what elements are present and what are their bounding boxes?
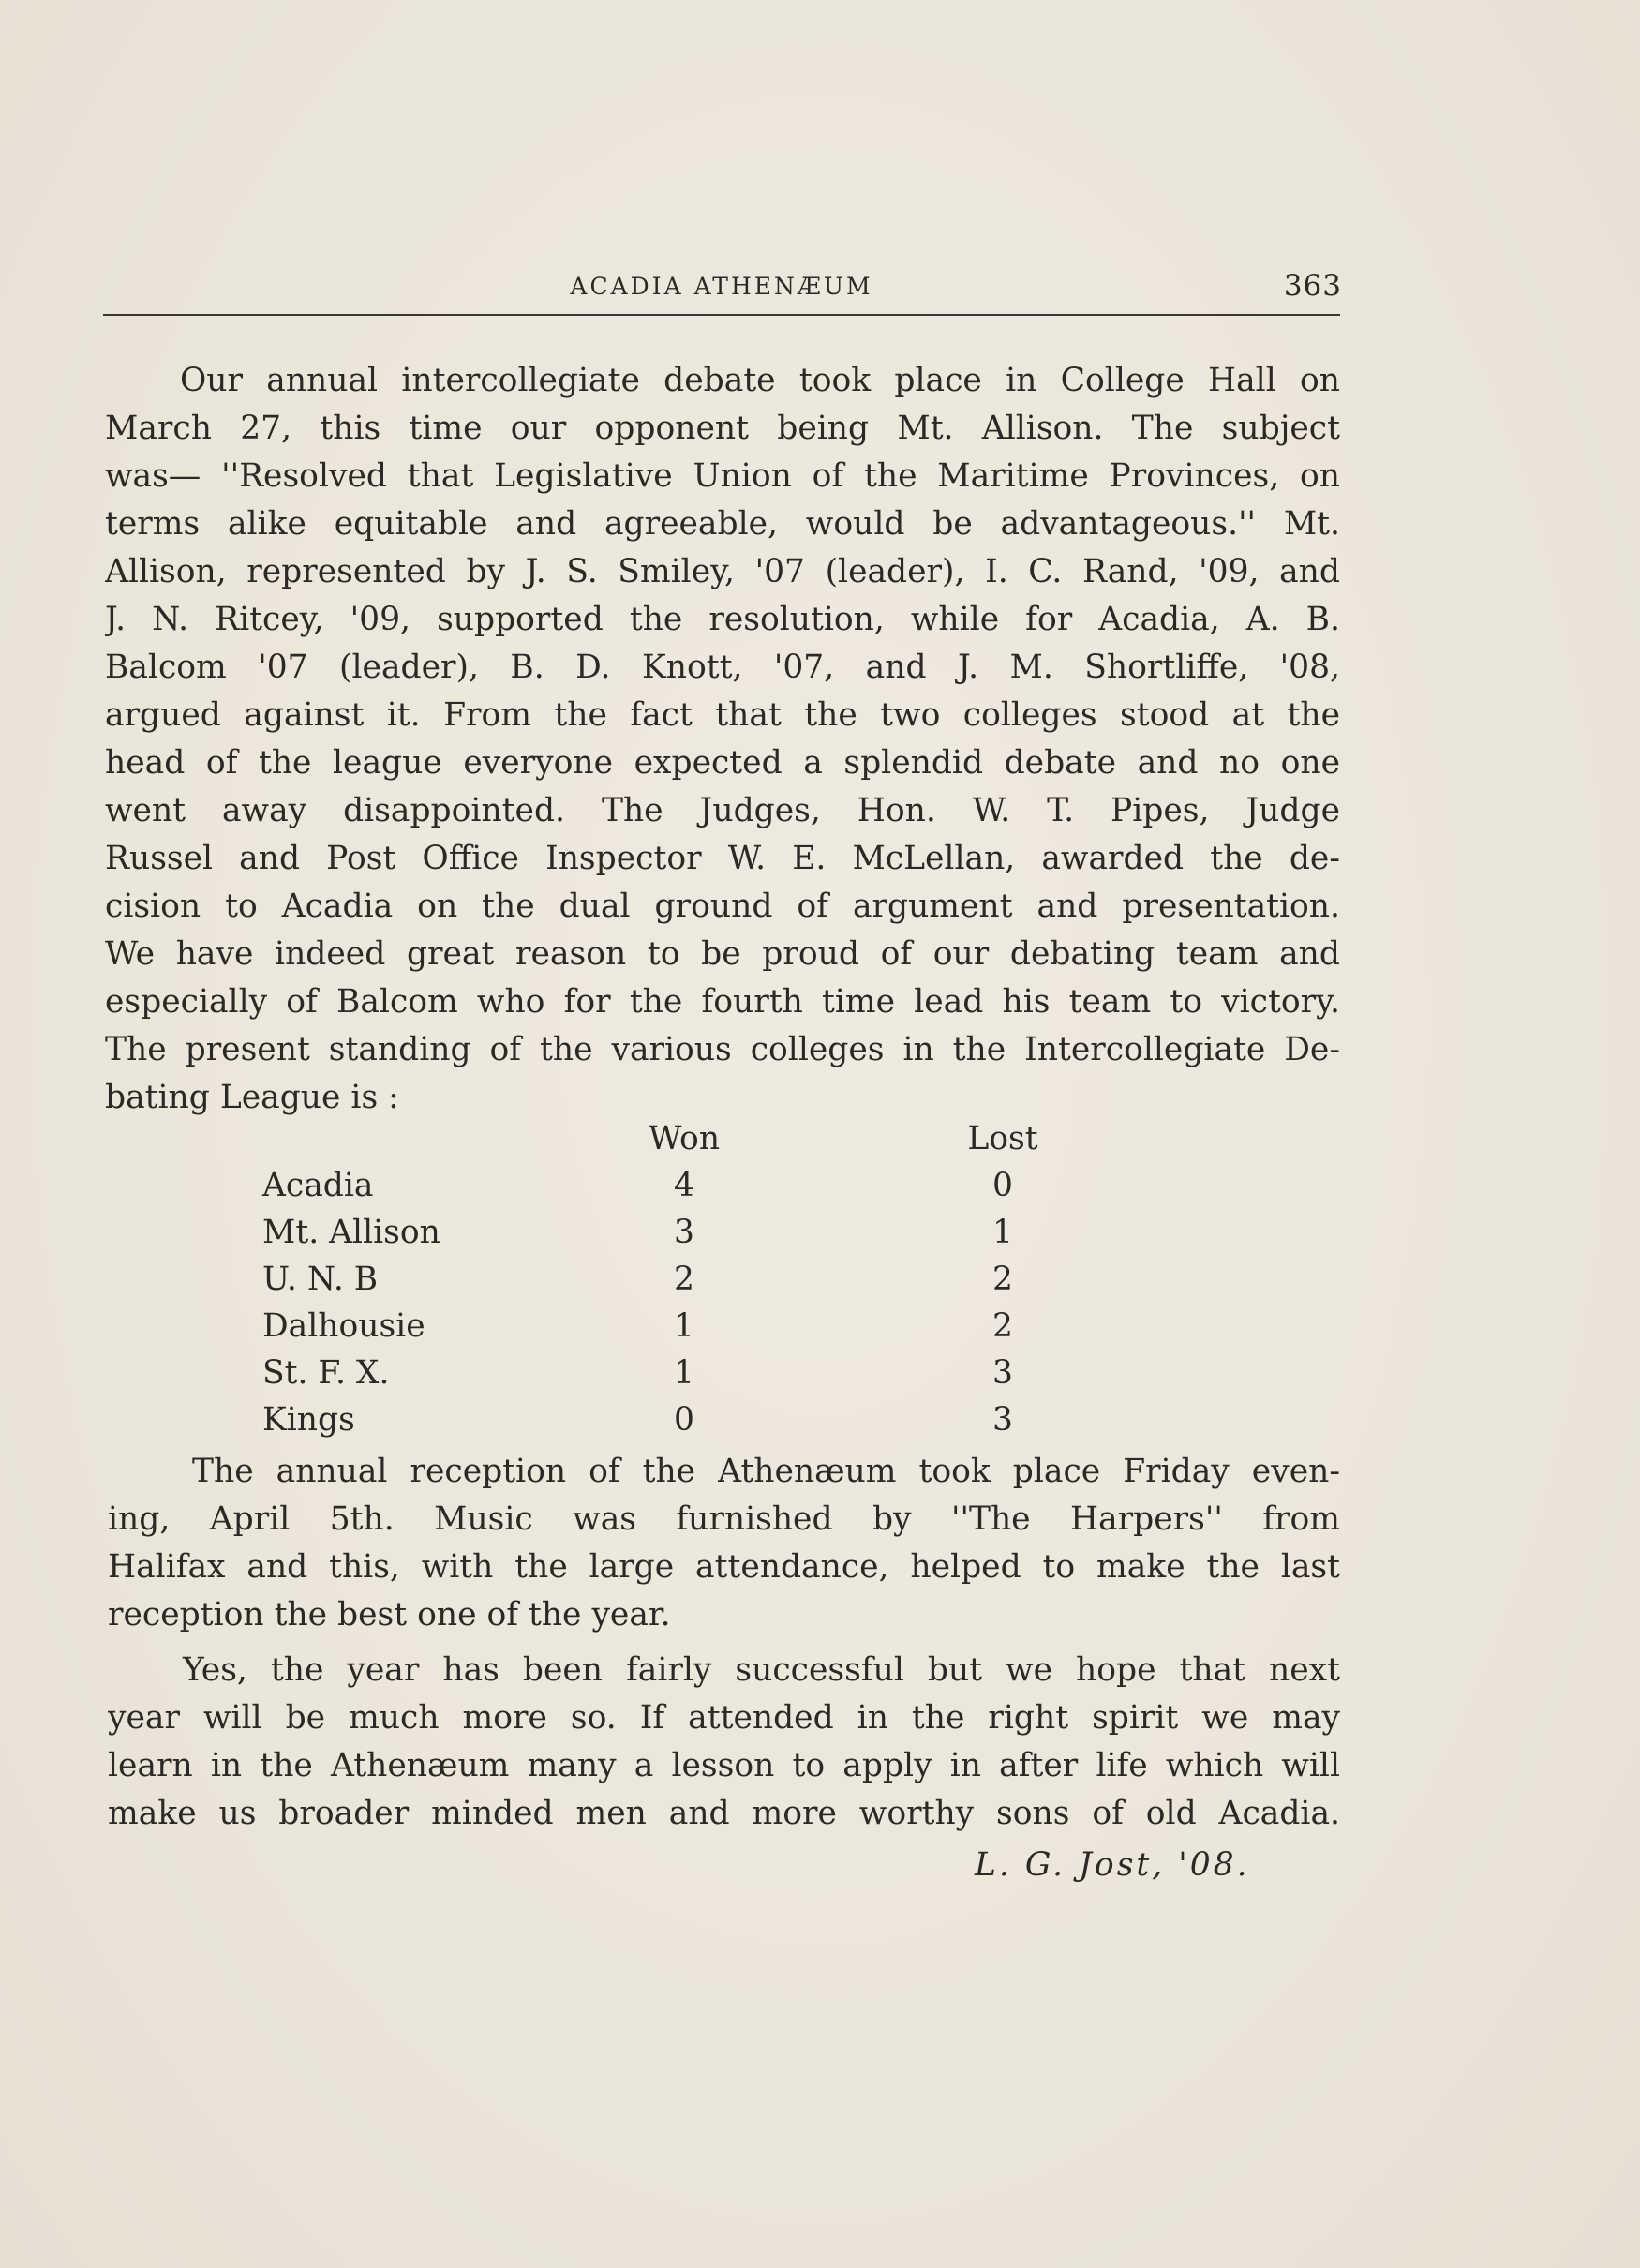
lost-count: 2 (992, 1261, 1013, 1298)
text-line: reception the best one of the year. (108, 1596, 671, 1634)
text-line: cision to Acadia on the dual ground of argument and presentation. (105, 888, 1340, 925)
header-rule (103, 314, 1340, 316)
table-row (262, 1354, 1068, 1401)
text-line: bating League is : (105, 1079, 399, 1116)
won-count: 1 (674, 1354, 694, 1392)
text-line: was— ''Resolved that Legislative Union of the Maritime Provinces, on (105, 457, 1340, 495)
won-count: 3 (674, 1214, 694, 1251)
column-header-won: Won (648, 1120, 721, 1157)
text-line: The present standing of the various colleges in the Intercollegiate De- (105, 1031, 1340, 1068)
text-line: Halifax and this, with the large attendance, helped to make the last (108, 1548, 1340, 1586)
paragraph-gap (108, 1639, 1340, 1647)
team-name: Acadia (262, 1167, 374, 1204)
text-line: March 27, this time our opponent being Mt. Allison. The subject (105, 410, 1340, 447)
text-line: argued against it. From the fact that the two colleges stood at the (105, 696, 1340, 734)
team-name: Mt. Allison (262, 1214, 440, 1251)
won-count: 0 (674, 1401, 694, 1439)
won-count: 4 (674, 1167, 694, 1204)
team-name: Dalhousie (262, 1307, 425, 1345)
running-head (103, 267, 1340, 305)
text-line: J. N. Ritcey, '09, supported the resolution, while for Acadia, A. B. (105, 601, 1340, 638)
lost-count: 2 (992, 1307, 1013, 1345)
team-name: Kings (262, 1401, 355, 1439)
table-row (262, 1401, 1068, 1448)
text-line: Russel and Post Office Inspector W. E. McLellan, awarded the de- (105, 840, 1340, 877)
text-line: The annual reception of the Athenæum took place Friday even- (192, 1453, 1340, 1490)
page-number: 363 (1283, 269, 1342, 303)
text-line: learn in the Athenæum many a lesson to apply in after life which will (108, 1747, 1340, 1784)
team-name: St. F. X. (262, 1354, 390, 1392)
won-count: 2 (674, 1261, 694, 1298)
lost-count: 0 (992, 1167, 1013, 1204)
table-row (262, 1167, 1068, 1214)
lost-count: 3 (992, 1354, 1013, 1392)
text-line: We have indeed great reason to be proud of our debating team and (105, 935, 1340, 973)
text-line: Allison, represented by J. S. Smiley, '07 (leader), I. C. Rand, '09, and (105, 553, 1340, 590)
running-title: ACADIA ATHENÆUM (570, 273, 873, 300)
author-signature: L. G. Jost, '08. (975, 1846, 1250, 1884)
column-header-lost: Lost (967, 1120, 1038, 1157)
debate-paragraph (105, 357, 1340, 1122)
text-line: terms alike equitable and agreeable, would be advantageous.'' Mt. (105, 505, 1340, 543)
table-row (262, 1307, 1068, 1354)
lost-count: 3 (992, 1401, 1013, 1439)
text-line: year will be much more so. If attended in the right spirit we may (108, 1699, 1340, 1737)
text-line: Balcom '07 (leader), B. D. Knott, '07, and J. M. Shortliffe, '08, (105, 649, 1340, 686)
text-line: make us broader minded men and more worthy sons of old Acadia. (108, 1795, 1340, 1832)
lost-count: 1 (992, 1214, 1013, 1251)
text-line: head of the league everyone expected a splendid debate and no one (105, 744, 1340, 782)
team-name: U. N. B (262, 1261, 379, 1298)
text-line: Yes, the year has been fairly successful but we hope that next (183, 1651, 1340, 1689)
text-line: Our annual intercollegiate debate took place in College Hall on (180, 362, 1340, 399)
table-row (262, 1214, 1068, 1261)
standings-header (262, 1120, 1068, 1167)
closing-paragraphs (108, 1448, 1340, 1838)
standings-table (262, 1120, 1068, 1448)
won-count: 1 (674, 1307, 694, 1345)
table-row (262, 1261, 1068, 1307)
text-line: went away disappointed. The Judges, Hon. W. T. Pipes, Judge (105, 792, 1340, 829)
text-line: ing, April 5th. Music was furnished by ''The Harpers'' from (108, 1500, 1340, 1538)
text-line: especially of Balcom who for the fourth time lead his team to victory. (105, 983, 1340, 1021)
